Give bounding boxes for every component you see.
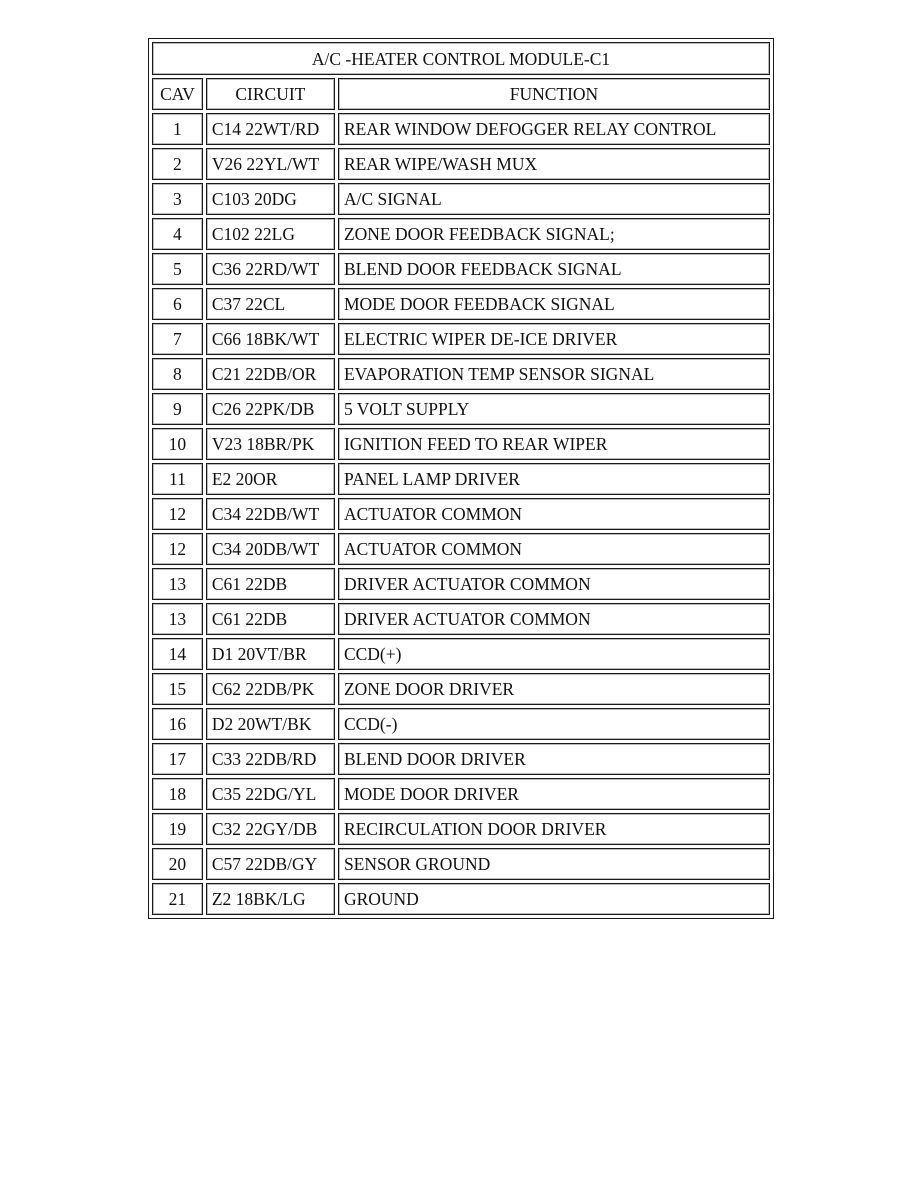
table-row: [152, 323, 770, 355]
cav-cell: 11: [152, 463, 203, 495]
cav-cell: 18: [152, 778, 203, 810]
function-cell: DRIVER ACTUATOR COMMON: [338, 568, 770, 600]
table-row: [152, 183, 770, 215]
cav-cell: 1: [152, 113, 203, 145]
function-cell: EVAPORATION TEMP SENSOR SIGNAL: [338, 358, 770, 390]
circuit-cell: C26 22PK/DB: [206, 393, 335, 425]
circuit-cell: D2 20WT/BK: [206, 708, 335, 740]
cav-cell: 4: [152, 218, 203, 250]
circuit-cell: C21 22DB/OR: [206, 358, 335, 390]
circuit-cell: E2 20OR: [206, 463, 335, 495]
table-row: [152, 568, 770, 600]
circuit-cell: C14 22WT/RD: [206, 113, 335, 145]
cav-cell: 8: [152, 358, 203, 390]
circuit-cell: C36 22RD/WT: [206, 253, 335, 285]
function-cell: RECIRCULATION DOOR DRIVER: [338, 813, 770, 845]
function-cell: CCD(+): [338, 638, 770, 670]
table-row: [152, 288, 770, 320]
cav-cell: 12: [152, 498, 203, 530]
table-row: [152, 638, 770, 670]
function-cell: MODE DOOR DRIVER: [338, 778, 770, 810]
table-row: [152, 813, 770, 845]
function-cell: ZONE DOOR FEEDBACK SIGNAL;: [338, 218, 770, 250]
table-row: [152, 498, 770, 530]
cav-cell: 2: [152, 148, 203, 180]
function-cell: IGNITION FEED TO REAR WIPER: [338, 428, 770, 460]
circuit-cell: C34 20DB/WT: [206, 533, 335, 565]
title-row: [152, 42, 770, 75]
table-row: [152, 463, 770, 495]
circuit-cell: C61 22DB: [206, 603, 335, 635]
connector-pinout-table: [148, 38, 774, 919]
cav-cell: 7: [152, 323, 203, 355]
table-row: [152, 778, 770, 810]
function-cell: DRIVER ACTUATOR COMMON: [338, 603, 770, 635]
function-cell: REAR WIPE/WASH MUX: [338, 148, 770, 180]
circuit-cell: C35 22DG/YL: [206, 778, 335, 810]
circuit-cell: C103 20DG: [206, 183, 335, 215]
table-row: [152, 883, 770, 915]
table-row: [152, 113, 770, 145]
function-cell: 5 VOLT SUPPLY: [338, 393, 770, 425]
header-circuit: CIRCUIT: [206, 78, 335, 110]
circuit-cell: C66 18BK/WT: [206, 323, 335, 355]
table-body: [152, 113, 770, 915]
table-row: [152, 148, 770, 180]
function-cell: SENSOR GROUND: [338, 848, 770, 880]
cav-cell: 9: [152, 393, 203, 425]
circuit-cell: V23 18BR/PK: [206, 428, 335, 460]
cav-cell: 20: [152, 848, 203, 880]
circuit-cell: C32 22GY/DB: [206, 813, 335, 845]
table-row: [152, 708, 770, 740]
header-cav: CAV: [152, 78, 203, 110]
cav-cell: 5: [152, 253, 203, 285]
cav-cell: 13: [152, 603, 203, 635]
function-cell: A/C SIGNAL: [338, 183, 770, 215]
function-cell: ZONE DOOR DRIVER: [338, 673, 770, 705]
table-head: [152, 42, 770, 110]
cav-cell: 17: [152, 743, 203, 775]
cav-cell: 21: [152, 883, 203, 915]
cav-cell: 16: [152, 708, 203, 740]
circuit-cell: C62 22DB/PK: [206, 673, 335, 705]
function-cell: REAR WINDOW DEFOGGER RELAY CONTROL: [338, 113, 770, 145]
function-cell: CCD(-): [338, 708, 770, 740]
function-cell: MODE DOOR FEEDBACK SIGNAL: [338, 288, 770, 320]
circuit-cell: C34 22DB/WT: [206, 498, 335, 530]
table-row: [152, 218, 770, 250]
circuit-cell: C102 22LG: [206, 218, 335, 250]
table-row: [152, 603, 770, 635]
table-row: [152, 253, 770, 285]
circuit-cell: Z2 18BK/LG: [206, 883, 335, 915]
cav-cell: 6: [152, 288, 203, 320]
table-row: [152, 533, 770, 565]
function-cell: GROUND: [338, 883, 770, 915]
circuit-cell: C57 22DB/GY: [206, 848, 335, 880]
function-cell: ACTUATOR COMMON: [338, 533, 770, 565]
table-row: [152, 743, 770, 775]
cav-cell: 14: [152, 638, 203, 670]
function-cell: BLEND DOOR FEEDBACK SIGNAL: [338, 253, 770, 285]
table-row: [152, 673, 770, 705]
function-cell: ELECTRIC WIPER DE-ICE DRIVER: [338, 323, 770, 355]
cav-cell: 19: [152, 813, 203, 845]
cav-cell: 12: [152, 533, 203, 565]
table-row: [152, 358, 770, 390]
table-row: [152, 393, 770, 425]
cav-cell: 10: [152, 428, 203, 460]
table-row: [152, 428, 770, 460]
function-cell: PANEL LAMP DRIVER: [338, 463, 770, 495]
cav-cell: 15: [152, 673, 203, 705]
circuit-cell: C33 22DB/RD: [206, 743, 335, 775]
function-cell: ACTUATOR COMMON: [338, 498, 770, 530]
circuit-cell: D1 20VT/BR: [206, 638, 335, 670]
cav-cell: 13: [152, 568, 203, 600]
circuit-cell: C37 22CL: [206, 288, 335, 320]
function-cell: BLEND DOOR DRIVER: [338, 743, 770, 775]
header-row: [152, 78, 770, 110]
header-function: FUNCTION: [338, 78, 770, 110]
cav-cell: 3: [152, 183, 203, 215]
table-row: [152, 848, 770, 880]
circuit-cell: V26 22YL/WT: [206, 148, 335, 180]
table-title: A/C -HEATER CONTROL MODULE-C1: [152, 42, 770, 75]
circuit-cell: C61 22DB: [206, 568, 335, 600]
